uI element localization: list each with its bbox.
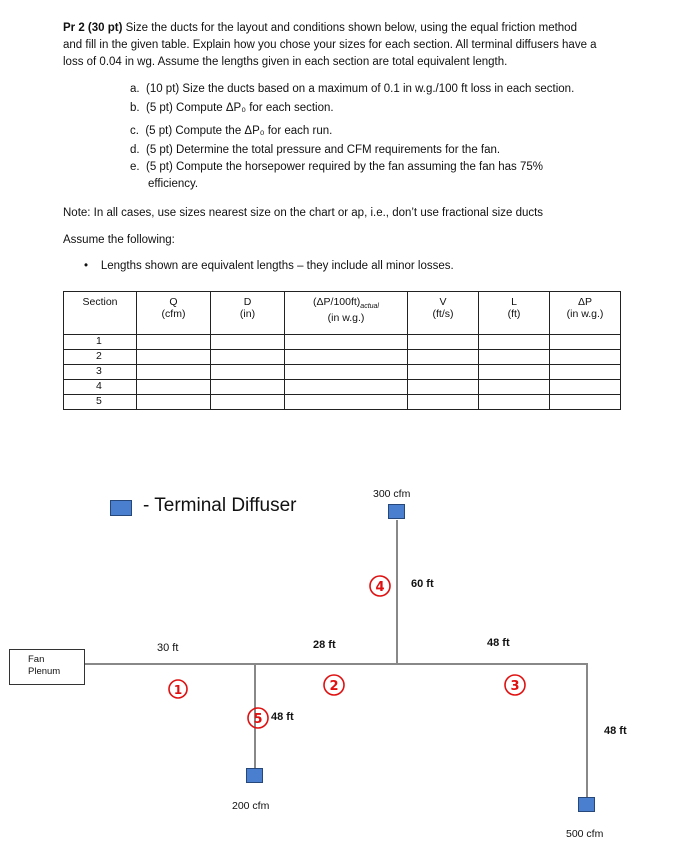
problem-intro-line-1: Pr 2 (30 pt) Size the ducts for the layout and conditions shown below, using the equal friction method bbox=[63, 22, 577, 34]
bullet-item: • Lengths shown are equivalent lengths – they include all minor losses. bbox=[84, 260, 454, 272]
part-d: d. (5 pt) Determine the total pressure and CFM requirements for the fan. bbox=[130, 144, 501, 156]
length-label-section-1: 30 ft bbox=[157, 642, 179, 654]
annotation-number-3: 3 bbox=[510, 679, 520, 694]
problem-header: Pr 2 (30 pt) bbox=[63, 22, 123, 34]
problem-intro-line-2: and fill in the given table. Explain how you chose your sizes for each section. All terminal diffusers have a bbox=[63, 39, 597, 51]
part-e: e. (5 pt) Compute the horsepower required by the fan assuming the fan has 75% bbox=[130, 161, 543, 173]
annotation-number-2: 2 bbox=[329, 679, 339, 694]
header-dp-per-100ft: $(\Delta P/100ft)_{actual}$ (in w.g.) bbox=[285, 292, 408, 335]
length-label-section-4: 60 ft bbox=[411, 578, 434, 590]
header-l: L (ft) bbox=[479, 292, 550, 335]
table-row: 3 bbox=[64, 365, 621, 380]
problem-intro-line-3: loss of 0.04 in wg. Assume the lengths given in each section are total equivalent length. bbox=[63, 56, 508, 68]
cfm-label-500: 500 cfm bbox=[566, 828, 604, 840]
length-label-right-branch: 48 ft bbox=[604, 725, 627, 737]
annotation-number-5: 5 bbox=[253, 712, 263, 727]
table-row: 2 bbox=[64, 350, 621, 365]
length-label-section-2: 28 ft bbox=[313, 639, 336, 651]
table-row: 4 bbox=[64, 380, 621, 395]
part-b: b. (5 pt) Compute ΔP₀ for each section. bbox=[130, 102, 334, 114]
annotation-number-4: 4 bbox=[375, 580, 385, 595]
part-c: c. (5 pt) Compute the ΔP₀ for each run. bbox=[130, 125, 333, 137]
header-section: Section bbox=[64, 292, 137, 335]
annotation-number-1: 1 bbox=[173, 683, 183, 697]
assume-text: Assume the following: bbox=[63, 234, 175, 246]
header-dp: ΔP (in w.g.) bbox=[550, 292, 621, 335]
part-a: a. (10 pt) Size the ducts based on a maximum of 0.1 in w.g./100 ft loss in each section. bbox=[130, 83, 575, 95]
legend-text: - Terminal Diffuser bbox=[143, 495, 297, 516]
cfm-label-200: 200 cfm bbox=[232, 800, 270, 812]
header-v: V (ft/s) bbox=[408, 292, 479, 335]
table-row: 5 bbox=[64, 395, 621, 410]
header-d: D (in) bbox=[211, 292, 285, 335]
part-e-continued: efficiency. bbox=[148, 178, 199, 190]
length-label-section-3: 48 ft bbox=[487, 637, 510, 649]
fan-plenum-box: Fan Plenum bbox=[9, 649, 85, 685]
length-label-section-5: 48 ft bbox=[271, 711, 294, 723]
header-q: Q (cfm) bbox=[137, 292, 211, 335]
cfm-label-300: 300 cfm bbox=[373, 488, 411, 500]
table-row: 1 bbox=[64, 335, 621, 350]
note-text: Note: In all cases, use sizes nearest size on the chart or ap, i.e., don’t use fractional size ducts bbox=[63, 207, 544, 219]
